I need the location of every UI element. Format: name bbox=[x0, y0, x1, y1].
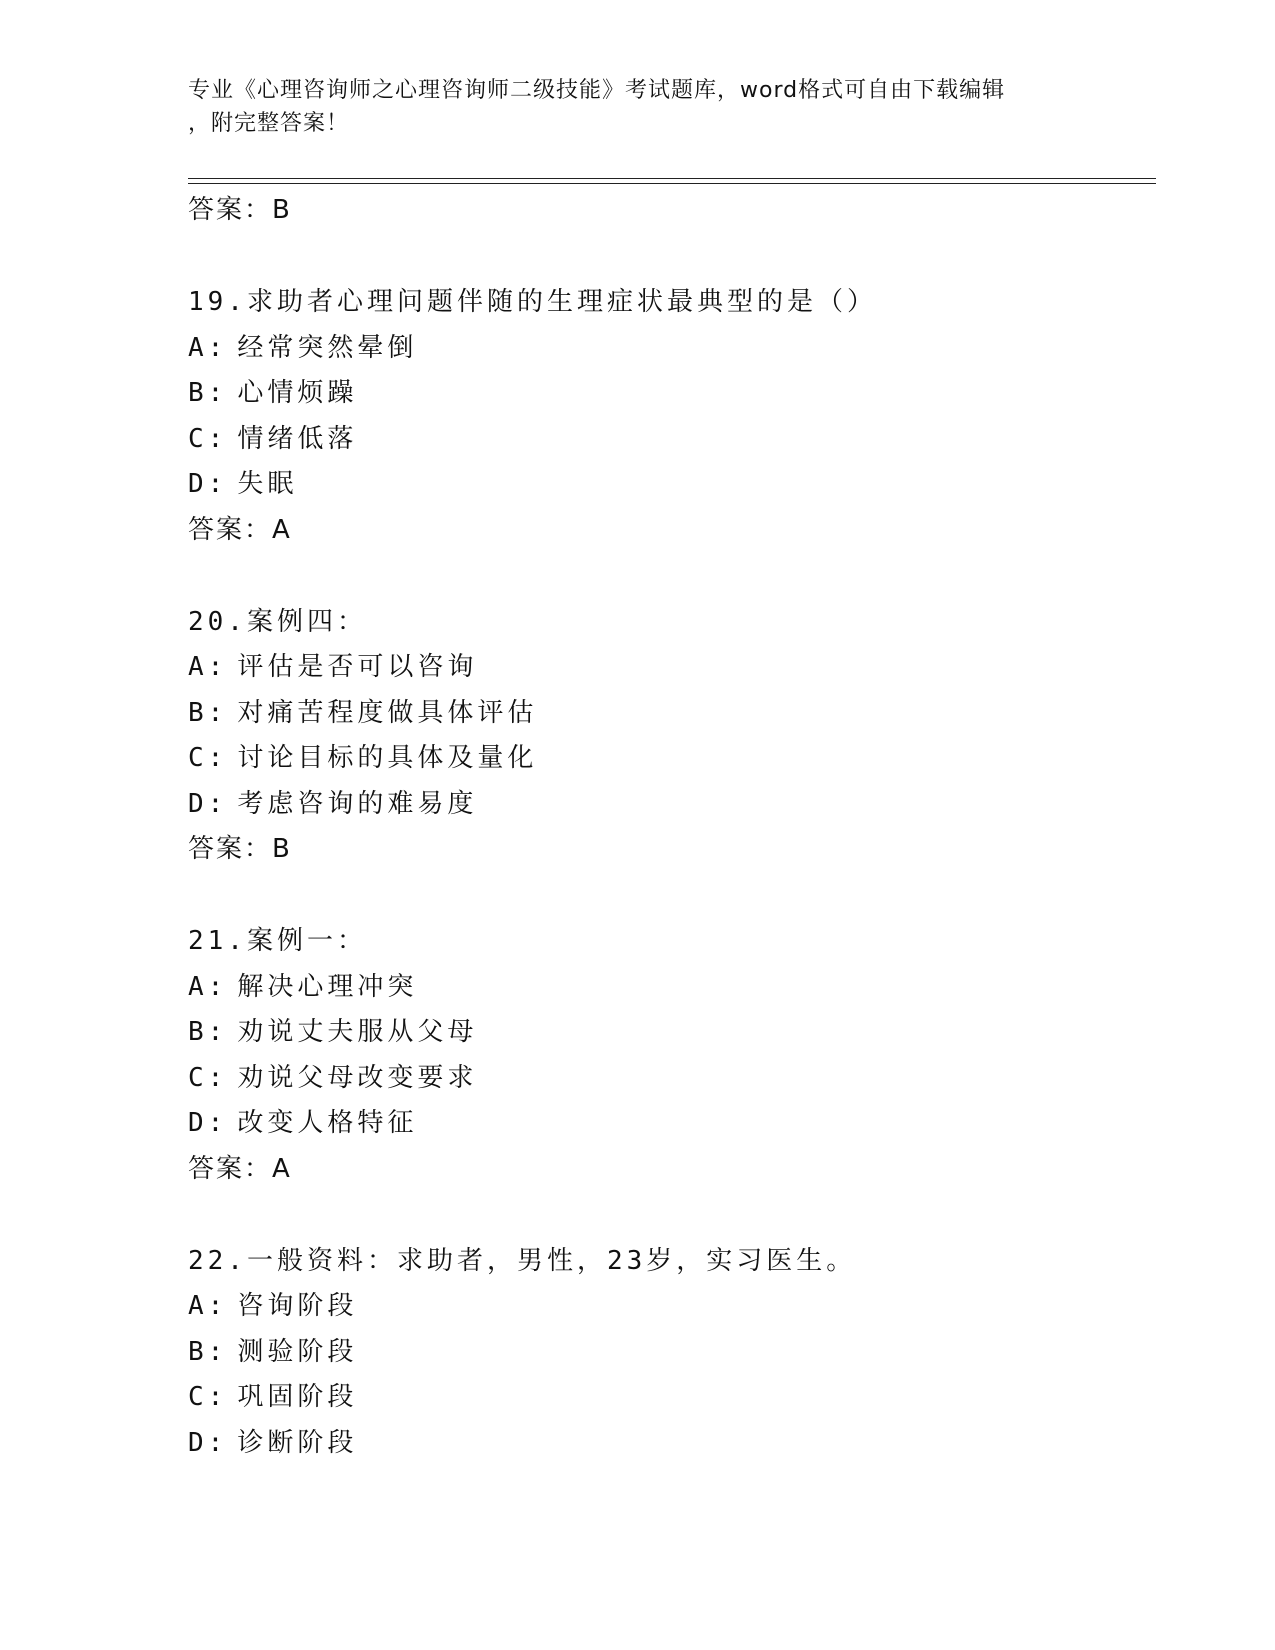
option-a bbox=[188, 326, 1148, 372]
option-b bbox=[188, 1010, 1148, 1056]
question-block bbox=[188, 600, 1148, 873]
question-title: 21.案例一： bbox=[188, 926, 367, 956]
option-c bbox=[188, 1375, 1148, 1421]
option-d bbox=[188, 782, 1148, 828]
option-b bbox=[188, 1330, 1148, 1376]
header-line-1: 专业《心理咨询师之心理咨询师二级技能》考试题库，word格式可自由下载编辑 bbox=[188, 78, 1006, 103]
option-b bbox=[188, 371, 1148, 417]
option-prefix: D: bbox=[188, 1427, 228, 1458]
question-title: 22.一般资料：求助者，男性，23岁，实习医生。 bbox=[188, 1245, 857, 1276]
option-text: 测验阶段 bbox=[237, 1336, 358, 1367]
option-text: 经常突然晕倒 bbox=[237, 332, 418, 363]
option-text: 对痛苦程度做具体评估 bbox=[237, 697, 538, 728]
option-a bbox=[188, 645, 1148, 691]
question-block bbox=[188, 1239, 1148, 1467]
question-block bbox=[188, 280, 1148, 553]
header-divider-bottom bbox=[188, 183, 1156, 184]
option-text: 咨询阶段 bbox=[237, 1291, 358, 1321]
option-prefix: C: bbox=[188, 423, 228, 454]
option-prefix: B: bbox=[188, 697, 228, 728]
answer-line: 答案：A bbox=[188, 514, 292, 545]
option-c bbox=[188, 417, 1148, 463]
option-b bbox=[188, 691, 1148, 737]
option-prefix: C: bbox=[188, 1382, 228, 1412]
header-line-2: ，附完整答案！ bbox=[188, 111, 350, 136]
option-text: 解决心理冲突 bbox=[237, 971, 418, 1002]
option-text: 失眠 bbox=[237, 469, 298, 499]
answer-line: 答案：B bbox=[188, 195, 292, 225]
option-prefix: A: bbox=[188, 652, 228, 682]
option-prefix: D: bbox=[188, 1108, 228, 1138]
question-title: 20.案例四： bbox=[188, 606, 367, 637]
option-text: 心情烦躁 bbox=[237, 378, 358, 408]
option-prefix: B: bbox=[188, 1017, 228, 1047]
option-d bbox=[188, 462, 1148, 508]
option-prefix: C: bbox=[188, 1062, 228, 1093]
option-a bbox=[188, 965, 1148, 1011]
header-divider-top bbox=[188, 178, 1156, 179]
option-prefix: D: bbox=[188, 469, 228, 499]
option-prefix: C: bbox=[188, 743, 228, 773]
option-text: 巩固阶段 bbox=[237, 1382, 358, 1412]
option-text: 情绪低落 bbox=[237, 423, 358, 454]
option-d bbox=[188, 1101, 1148, 1147]
option-prefix: A: bbox=[188, 971, 228, 1002]
document-header bbox=[188, 74, 1088, 140]
option-prefix: A: bbox=[188, 1291, 228, 1321]
answer-line: 答案：B bbox=[188, 834, 292, 864]
option-c bbox=[188, 1056, 1148, 1102]
option-text: 考虑咨询的难易度 bbox=[237, 788, 478, 819]
answer-line: 答案：A bbox=[188, 1153, 292, 1184]
option-prefix: B: bbox=[188, 378, 228, 408]
option-prefix: A: bbox=[188, 332, 228, 363]
option-text: 诊断阶段 bbox=[237, 1427, 358, 1458]
option-text: 劝说丈夫服从父母 bbox=[237, 1017, 478, 1047]
question-title: 19.求助者心理问题伴随的生理症状最典型的是（） bbox=[188, 287, 877, 317]
option-text: 劝说父母改变要求 bbox=[237, 1062, 478, 1093]
question-list bbox=[188, 188, 1148, 1466]
option-text: 改变人格特征 bbox=[237, 1108, 418, 1138]
option-d bbox=[188, 1421, 1148, 1467]
option-a bbox=[188, 1284, 1148, 1330]
option-prefix: B: bbox=[188, 1336, 228, 1367]
option-text: 评估是否可以咨询 bbox=[237, 652, 478, 682]
question-block bbox=[188, 919, 1148, 1192]
option-text: 讨论目标的具体及量化 bbox=[237, 743, 538, 773]
option-prefix: D: bbox=[188, 788, 228, 819]
option-c bbox=[188, 736, 1148, 782]
